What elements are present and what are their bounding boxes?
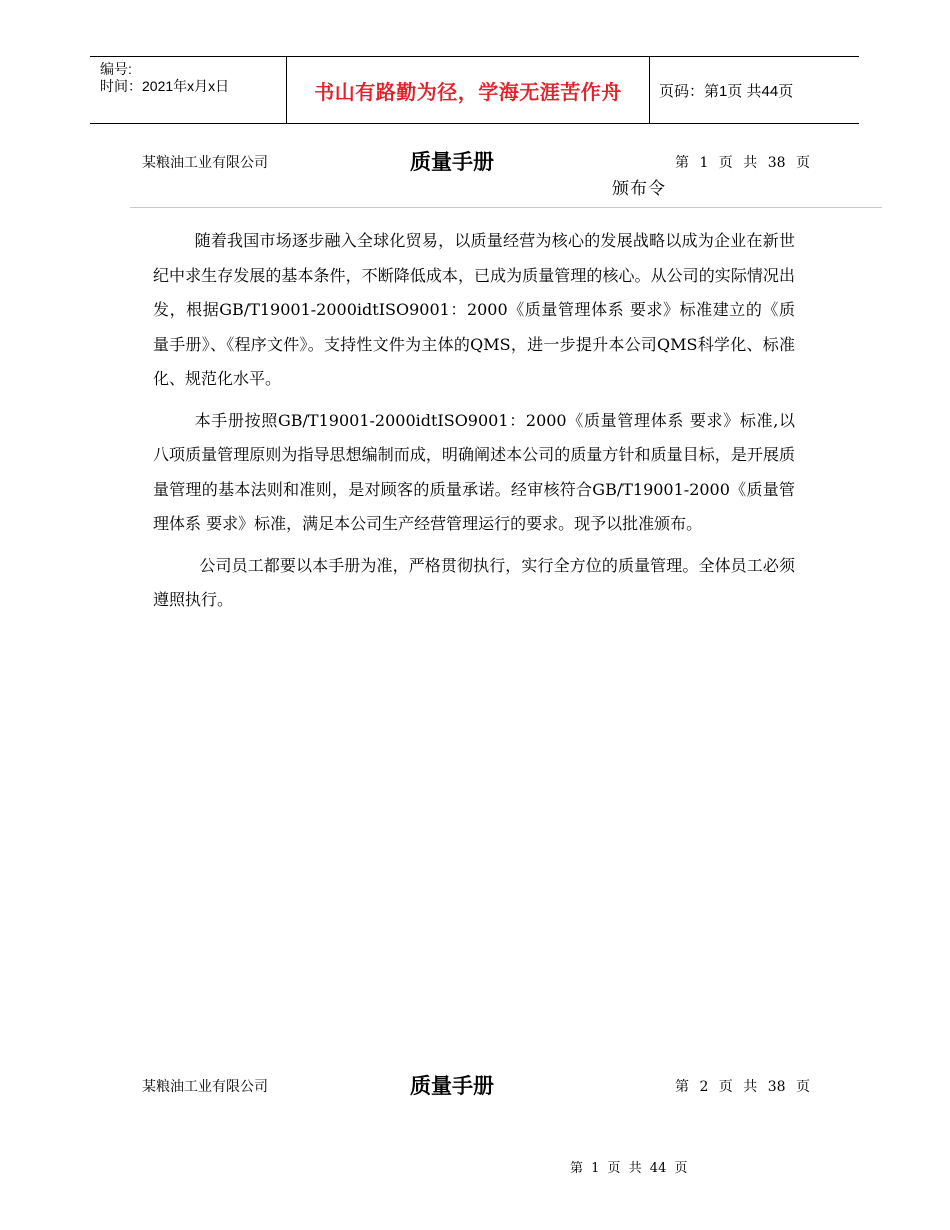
body-paragraph-2: 本手册按照GB/T19001-2000idtISO9001：2000《质量管理体系 要求》标准,以八项质量管理原则为指导思想编制而成，明确阐述本公司的质量方针和质量目标，是开展质量管理的基本法则和准则，是对顾客的质量承诺。经审核符合GB/T19001-2000《质量管理体系 要求》标准，满足本公司生产经营管理运行的要求。现予以批准颁布。 bbox=[153, 410, 795, 533]
manual-title: 质量手册 bbox=[410, 150, 494, 174]
page-info-cell bbox=[650, 57, 859, 123]
footer-manual-title: 质量手册 bbox=[410, 1074, 494, 1098]
bottom-page-number: 第 1 页 共 44 页 bbox=[570, 1161, 688, 1176]
footer-company-name: 某粮油工业有限公司 bbox=[142, 1079, 268, 1095]
motto-text: 书山有路勤为径，学海无涯苦作舟 bbox=[314, 79, 622, 104]
document-meta-cell bbox=[90, 57, 287, 123]
header-divider bbox=[130, 207, 882, 208]
document-footer-header bbox=[0, 1064, 950, 1104]
header-info-table bbox=[90, 56, 859, 124]
document-number-label: 编号: bbox=[100, 61, 132, 77]
header-page-number: 第 1 页 共 38 页 bbox=[675, 155, 810, 171]
company-name: 某粮油工业有限公司 bbox=[142, 155, 268, 171]
document-body bbox=[153, 224, 795, 625]
body-paragraph-3: 公司员工都要以本手册为准，严格贯彻执行，实行全方位的质量管理。全体员工必须遵照执行。 bbox=[153, 555, 795, 609]
section-title: 颁布令 bbox=[612, 179, 666, 199]
footer-page-number: 第 2 页 共 38 页 bbox=[675, 1079, 810, 1095]
document-header bbox=[0, 140, 950, 200]
motto-cell bbox=[287, 57, 650, 123]
document-time-label: 时间：2021年x月x日 bbox=[100, 78, 230, 94]
body-paragraph-1: 随着我国市场逐步融入全球化贸易，以质量经营为核心的发展战略以成为企业在新世纪中求生存发展的基本条件，不断降低成本，已成为质量管理的核心。从公司的实际情况出发，根据GB/T19001-2000idtISO9001：2000《质量管理体系 要求》标准建立的《质量手册》、《程序文件》。支持性文件为主体的QMS，进一步提升本公司QMS科学化、标准化、规范化水平。 bbox=[153, 231, 795, 388]
page-info-text: 页码：第1页 共44页 bbox=[659, 82, 794, 100]
